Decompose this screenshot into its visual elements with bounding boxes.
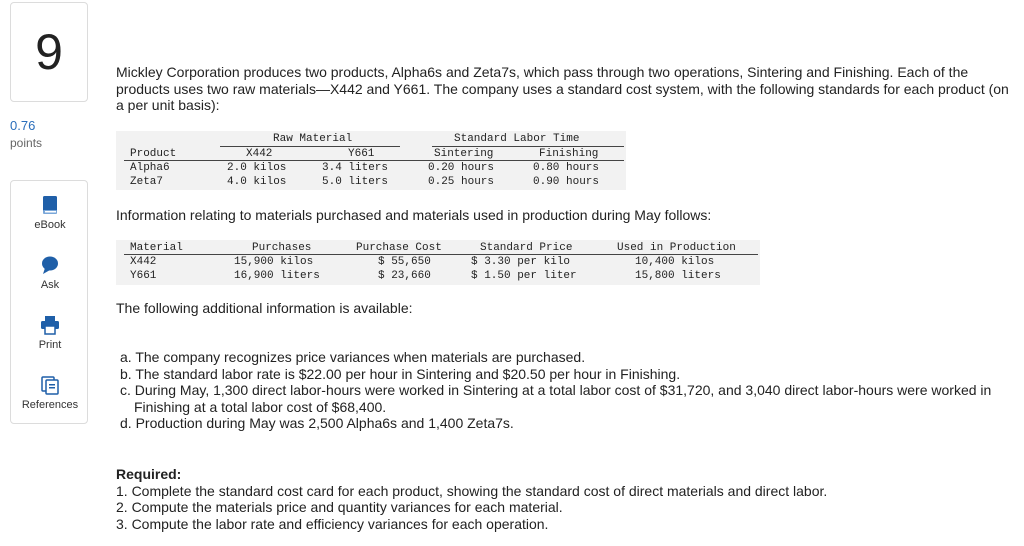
question-sidebar <box>0 0 100 546</box>
col-header-standard-price: Standard Price <box>480 242 573 254</box>
table-cell: 15,800 liters <box>635 270 721 282</box>
ebook-button[interactable] <box>11 185 89 245</box>
col-header-product: Product <box>130 148 177 160</box>
list-item: c. During May, 1,300 direct labor-hours were worked in Sintering at a total labor cost of $31,720, and 3,040 direct labor-hours were worked in Finishing at a total labor cost of $68,400. <box>120 382 992 415</box>
print-label: Print <box>38 339 62 351</box>
col-header-purchases: Purchases <box>252 242 312 254</box>
col-header-x442: X442 <box>246 148 273 160</box>
question-number-box <box>10 2 88 102</box>
materials-intro: Information relating to materials purchased and materials used in production during May follows: <box>116 207 712 223</box>
labor-time-group-header: Standard Labor Time <box>454 133 580 145</box>
question-number: 9 <box>35 24 63 80</box>
additional-intro: The following additional information is available: <box>116 300 413 316</box>
table-cell: 4.0 kilos <box>227 176 287 188</box>
chat-bubble-icon <box>40 255 60 275</box>
table-cell: 0.20 hours <box>428 162 495 174</box>
col-header-y661: Y661 <box>348 148 375 160</box>
references-button[interactable] <box>11 365 89 425</box>
materials-table <box>116 240 760 285</box>
list-item: 2. Compute the materials price and quantity variances for each material. <box>116 499 563 515</box>
col-header-used-in-production: Used in Production <box>617 242 736 254</box>
ask-button[interactable] <box>11 245 89 305</box>
table-cell: Y661 <box>130 270 157 282</box>
list-item: b. The standard labor rate is $22.00 per hour in Sintering and $20.50 per hour in Finishing. <box>120 365 681 382</box>
list-item: 1. Complete the standard cost card for each product, showing the standard cost of direct materials and direct labor. <box>116 482 828 499</box>
table-cell: 5.0 liters <box>322 176 389 188</box>
table-cell: 3.4 liters <box>322 162 389 174</box>
required-title: Required: <box>116 466 182 482</box>
labor-time-underline <box>432 146 624 147</box>
table-cell: 0.90 hours <box>533 176 600 188</box>
ebook-label: eBook <box>34 219 66 231</box>
col-header-sintering: Sintering <box>434 148 494 160</box>
table-cell: 0.25 hours <box>428 176 495 188</box>
table-cell: X442 <box>130 256 157 268</box>
points-label: points <box>10 136 43 150</box>
print-button[interactable] <box>11 305 89 365</box>
points-value: 0.76 <box>10 118 36 133</box>
table-cell: $ 1.50 per liter <box>471 270 577 282</box>
standards-table <box>116 131 626 190</box>
list-item: d. Production during May was 2,500 Alpha6s and 1,400 Zeta7s. <box>120 415 514 431</box>
table-cell: 0.80 hours <box>533 162 600 174</box>
col-header-finishing: Finishing <box>539 148 599 160</box>
table-cell: 15,900 kilos <box>234 256 314 268</box>
references-icon <box>40 375 60 395</box>
ask-label: Ask <box>40 279 60 291</box>
references-label: References <box>21 399 79 411</box>
table-cell: $ 23,660 <box>378 270 431 282</box>
raw-material-underline <box>220 146 400 147</box>
table-cell: 10,400 kilos <box>635 256 715 268</box>
required-section <box>116 466 1006 532</box>
table-cell: Alpha6 <box>130 162 170 174</box>
raw-material-group-header: Raw Material <box>273 133 353 145</box>
table-cell: Zeta7 <box>130 176 164 188</box>
intro-paragraph: Mickley Corporation produces two products, Alpha6s and Zeta7s, which pass through two operations, Sintering and Finishing. Each of the products uses two raw materials—X442 and Y661. The company uses a standard cost system, with the following standards for each product (on a per unit basis): <box>116 64 1009 113</box>
table-cell: 2.0 kilos <box>227 162 287 174</box>
list-item: a. The company recognizes price variances when materials are purchased. <box>120 349 586 365</box>
tools-panel <box>10 180 88 424</box>
additional-info-list <box>116 349 1006 432</box>
col-header-material: Material <box>130 242 183 254</box>
printer-icon <box>40 315 60 335</box>
header-divider <box>124 160 624 161</box>
table-cell: 16,900 liters <box>234 270 320 282</box>
materials-header-divider <box>124 254 758 255</box>
table-cell: $ 55,650 <box>378 256 431 268</box>
table-cell: $ 3.30 per kilo <box>471 256 571 268</box>
list-item: 3. Compute the labor rate and efficiency variances for each operation. <box>116 515 549 532</box>
col-header-purchase-cost: Purchase Cost <box>356 242 442 254</box>
book-icon <box>40 195 60 215</box>
